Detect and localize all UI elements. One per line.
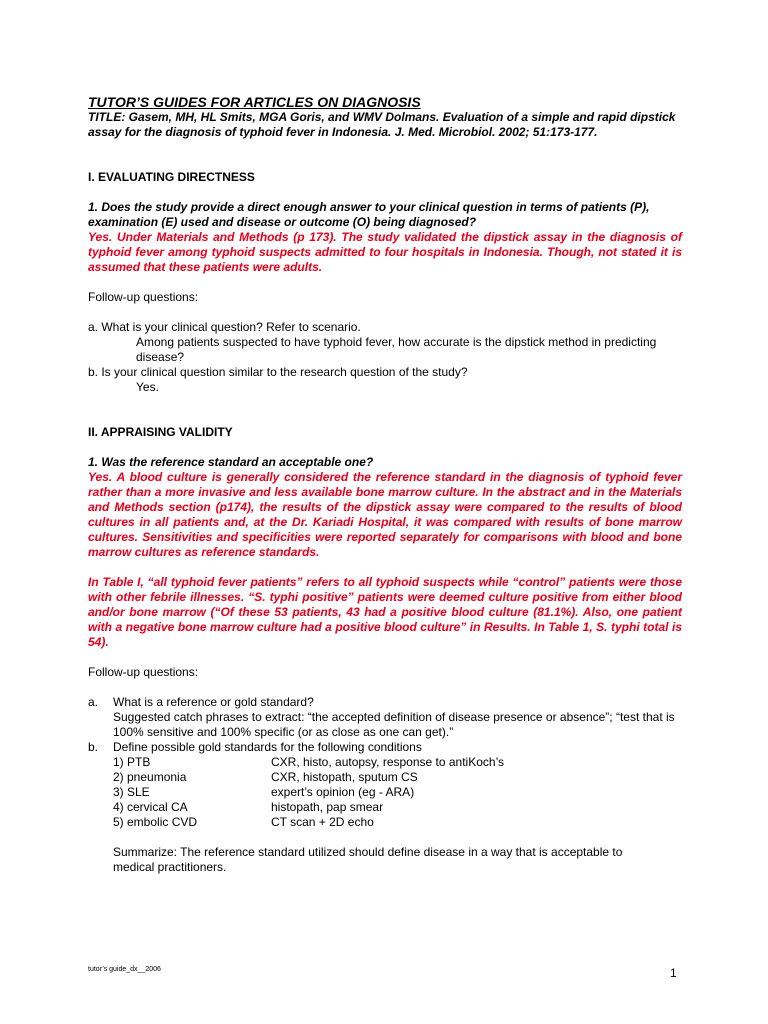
article-citation: TITLE: Gasem, MH, HL Smits, MGA Goris, and WMV Dolmans. Evaluation of a simple and rapid dipstick assay for the diagnosis of typhoid fever in Indonesia. J. Med. Microbiol. 2002; 51:173-177. <box>88 110 676 139</box>
condition-name: 3) SLE <box>113 785 150 799</box>
validity-question: 1. Was the reference standard an acceptable one? <box>88 455 374 469</box>
page-number: 1 <box>670 966 677 980</box>
validity-answer-1: Yes. A blood culture is generally considered the reference standard in the diagnosis of typhoid fever rather than a more invasive and less available bone marrow culture. In the abstract and in the Materials and Methods section (p174), the results of the dipstick assay were compared to the results of blood cultures in all patients and, at the Dr. Kariadi Hospital, it was compared with results of bone marrow cultures. Sensitivities and specificities were reported separately for comparisons with blood and bone marrow cultures as reference standards. <box>88 470 682 559</box>
summary-line-1: Summarize: The reference standard utilized should define disease in a way that is acceptable to <box>113 845 623 859</box>
section-heading-directness: I. EVALUATING DIRECTNESS <box>88 170 255 184</box>
condition-standard: CXR, histo, autopsy, response to antiKoch’s <box>271 755 505 769</box>
followup-item-a <box>88 695 682 740</box>
condition-name: 1) PTB <box>113 755 151 769</box>
condition-standard: CT scan + 2D echo <box>271 815 374 829</box>
condition-name: 5) embolic CVD <box>113 815 198 829</box>
followup-question-a: a. What is your clinical question? Refer to scenario. <box>88 320 361 334</box>
footer-file-label: tutor’s guide_dx__2006 <box>88 966 161 973</box>
item-suggestion: Suggested catch phrases to extract: “the accepted definition of disease presence or absence”; “test that is 100% sensitive and 100% specific (or as close as one can get).” <box>113 710 675 739</box>
item-question: What is a reference or gold standard? <box>113 695 314 709</box>
conditions-table <box>113 755 682 830</box>
followup-answer-a: Among patients suspected to have typhoid fever, how accurate is the dipstick method in predicting disease? <box>136 335 657 364</box>
condition-name: 4) cervical CA <box>113 800 188 814</box>
condition-standard: histopath, pap smear <box>271 800 384 814</box>
condition-standard: expert’s opinion (eg - ARA) <box>271 785 415 799</box>
followup-label: Follow-up questions: <box>88 290 199 304</box>
followup-item-b <box>88 740 682 830</box>
summary-line-2: medical practitioners. <box>113 860 227 874</box>
summary-paragraph <box>88 845 682 875</box>
directness-question: 1. Does the study provide a direct enough answer to your clinical question in terms of patients (P), examination (E) used and disease or outcome (O) being diagnosed? <box>88 200 650 229</box>
followup-label-2: Follow-up questions: <box>88 665 199 679</box>
section-heading-validity: II. APPRAISING VALIDITY <box>88 425 233 439</box>
followup-answer-b: Yes. <box>136 380 159 394</box>
item-letter: a. <box>88 695 99 709</box>
document-title: TUTOR’S GUIDES FOR ARTICLES ON DIAGNOSIS <box>88 94 421 110</box>
item-question: Define possible gold standards for the following conditions <box>113 740 422 754</box>
document-page <box>88 94 682 875</box>
condition-name: 2) pneumonia <box>113 770 187 784</box>
directness-answer: Yes. Under Materials and Methods (p 173). The study validated the dipstick assay in the diagnosis of typhoid fever among typhoid suspects admitted to four hospitals in Indonesia. Though, not stated it is assumed that these patients were adults. <box>88 230 682 274</box>
followup-question-b: b. Is your clinical question similar to the research question of the study? <box>88 365 468 379</box>
validity-answer-2: In Table I, “all typhoid fever patients” refers to all typhoid suspects while “control” patients were those with other febrile illnesses. “S. typhi positive” patients were deemed culture positive from either blood and/or bone marrow (“Of these 53 patients, 43 had a positive blood culture (81.1%). Also, one patient with a negative bone marrow culture had a positive blood culture” in Results. In Table 1, S. typhi total is 54). <box>88 575 682 649</box>
condition-standard: CXR, histopath, sputum CS <box>271 770 418 784</box>
item-letter: b. <box>88 740 99 754</box>
